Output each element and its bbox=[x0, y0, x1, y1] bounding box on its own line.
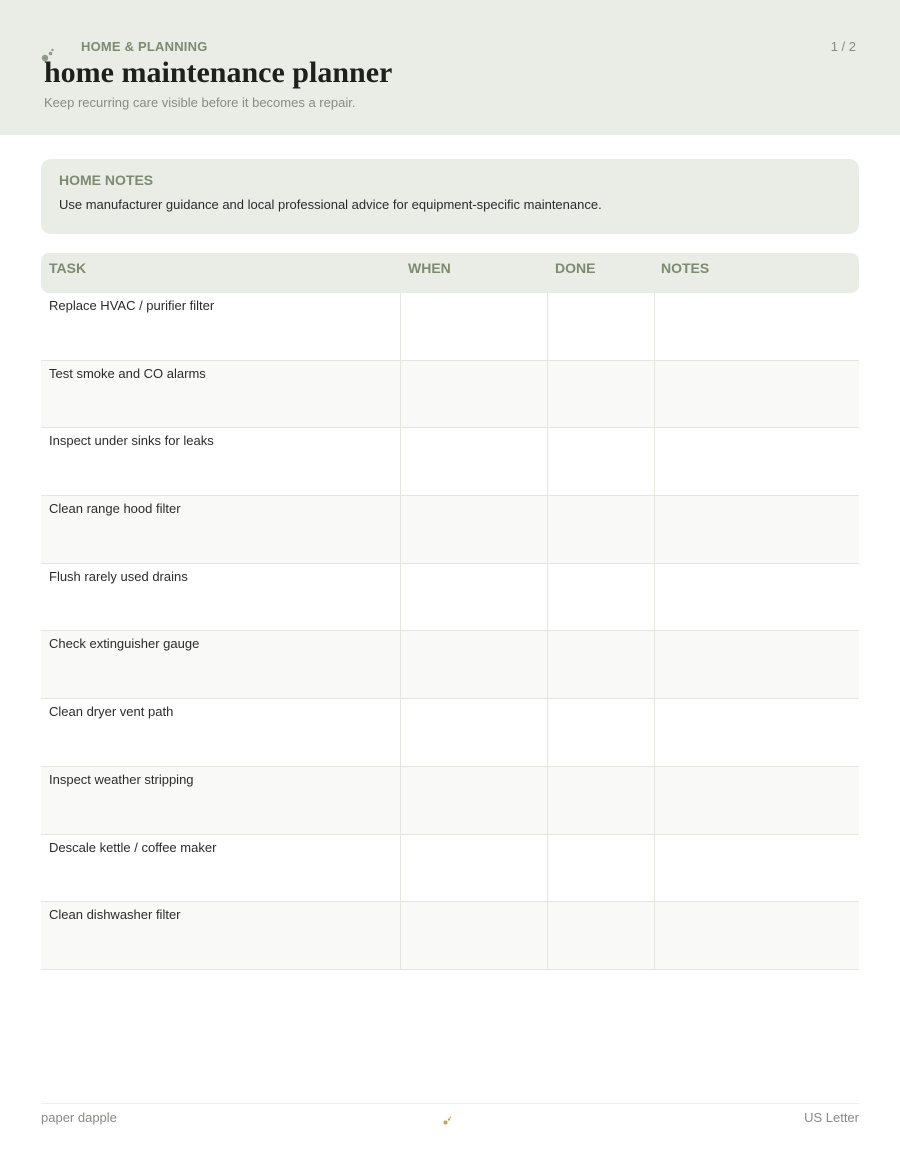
notes-cell bbox=[654, 902, 655, 969]
notes-heading: HOME NOTES bbox=[59, 172, 154, 188]
task-cell: Check extinguisher gauge bbox=[49, 636, 200, 652]
page-number: 1 / 2 bbox=[830, 39, 856, 54]
notes-cell bbox=[654, 496, 655, 563]
table-row bbox=[41, 835, 859, 903]
column-header-done: DONE bbox=[555, 260, 596, 276]
home-notes-panel bbox=[41, 159, 859, 234]
table-row bbox=[41, 496, 859, 564]
table-row bbox=[41, 699, 859, 767]
header-kicker: HOME & PLANNING bbox=[81, 39, 208, 54]
done-cell bbox=[547, 496, 548, 563]
notes-cell bbox=[654, 564, 655, 631]
table-row bbox=[41, 428, 859, 496]
footer-divider bbox=[41, 1103, 859, 1104]
done-cell bbox=[547, 361, 548, 428]
notes-cell bbox=[654, 699, 655, 766]
task-cell: Clean range hood filter bbox=[49, 501, 181, 517]
table-row bbox=[41, 631, 859, 699]
notes-text: Use manufacturer guidance and local professional advice for equipment-specific maintenance. bbox=[59, 197, 602, 212]
when-cell bbox=[400, 767, 401, 834]
notes-cell bbox=[654, 767, 655, 834]
task-cell: Inspect weather stripping bbox=[49, 771, 194, 787]
done-cell bbox=[547, 767, 548, 834]
footer-paper-size: US Letter bbox=[804, 1110, 859, 1125]
notes-cell bbox=[654, 835, 655, 902]
task-cell: Descale kettle / coffee maker bbox=[49, 839, 217, 855]
done-cell bbox=[547, 902, 548, 969]
task-cell: Clean dryer vent path bbox=[49, 704, 174, 720]
notes-cell bbox=[654, 631, 655, 698]
done-cell bbox=[547, 631, 548, 698]
page-header bbox=[0, 0, 900, 135]
task-cell: Test smoke and CO alarms bbox=[49, 365, 206, 381]
table-row bbox=[41, 293, 859, 361]
dapple-mark-icon bbox=[442, 1116, 452, 1126]
done-cell bbox=[547, 699, 548, 766]
table-header bbox=[41, 253, 859, 293]
done-cell bbox=[547, 564, 548, 631]
column-header-notes: NOTES bbox=[661, 260, 710, 276]
table-row bbox=[41, 902, 859, 970]
notes-cell bbox=[654, 293, 655, 360]
when-cell bbox=[400, 902, 401, 969]
when-cell bbox=[400, 428, 401, 495]
when-cell bbox=[400, 496, 401, 563]
done-cell bbox=[547, 835, 548, 902]
table-row bbox=[41, 361, 859, 429]
task-cell: Clean dishwasher filter bbox=[49, 907, 181, 923]
table-row bbox=[41, 564, 859, 632]
when-cell bbox=[400, 835, 401, 902]
table-row bbox=[41, 767, 859, 835]
page-subtitle: Keep recurring care visible before it becomes a repair. bbox=[44, 95, 356, 110]
footer-brand: paper dapple bbox=[41, 1110, 117, 1125]
when-cell bbox=[400, 361, 401, 428]
column-header-when: WHEN bbox=[408, 260, 451, 276]
notes-cell bbox=[654, 428, 655, 495]
when-cell bbox=[400, 631, 401, 698]
when-cell bbox=[400, 564, 401, 631]
task-cell: Replace HVAC / purifier filter bbox=[49, 298, 215, 313]
column-header-task: TASK bbox=[49, 260, 87, 276]
done-cell bbox=[547, 428, 548, 495]
maintenance-table bbox=[41, 253, 859, 970]
task-cell: Flush rarely used drains bbox=[49, 568, 188, 584]
table-body bbox=[41, 293, 859, 970]
when-cell bbox=[400, 293, 401, 360]
done-cell bbox=[547, 293, 548, 360]
page-title: home maintenance planner bbox=[44, 56, 393, 89]
notes-cell bbox=[654, 361, 655, 428]
task-cell: Inspect under sinks for leaks bbox=[49, 433, 214, 449]
when-cell bbox=[400, 699, 401, 766]
